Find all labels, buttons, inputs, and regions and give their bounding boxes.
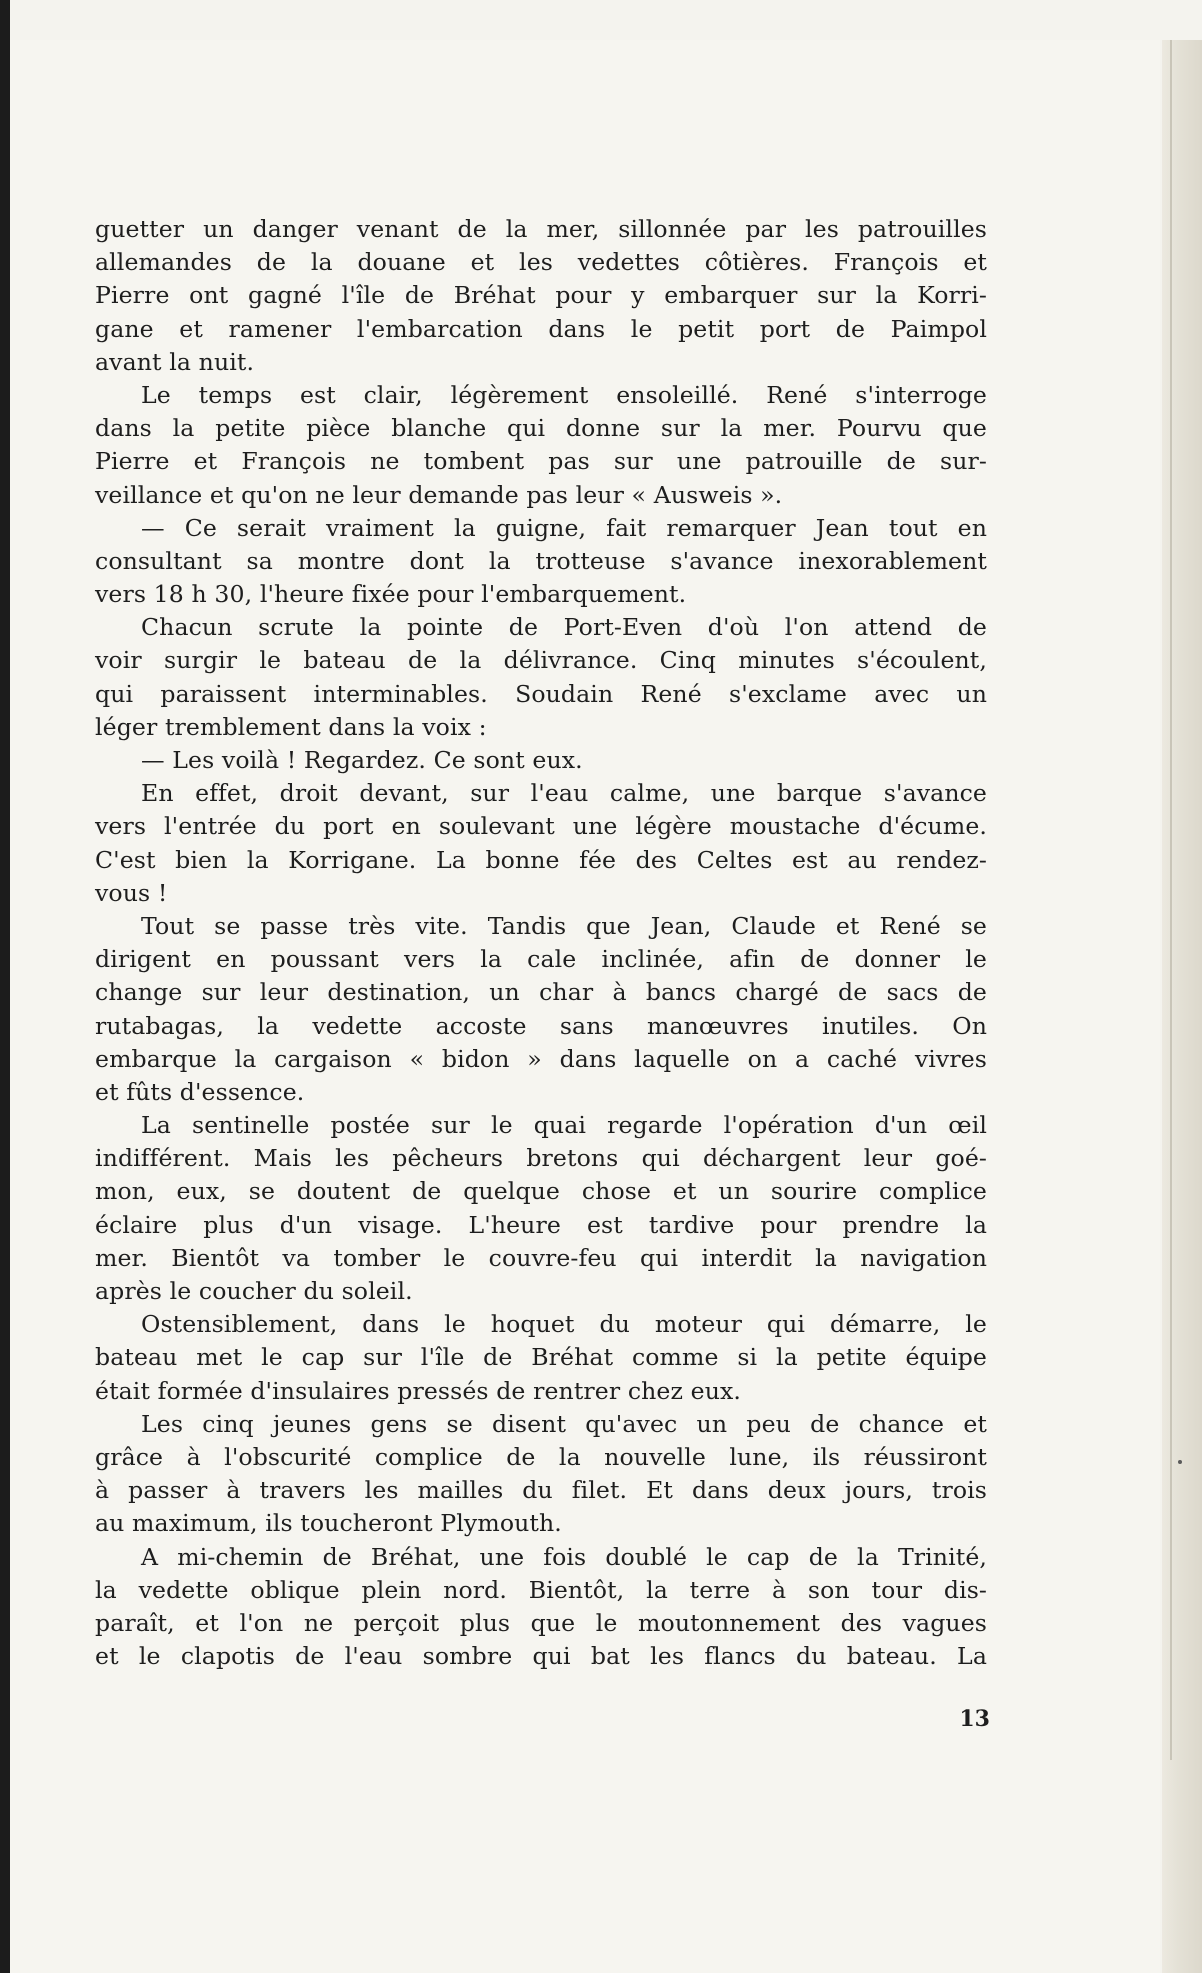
text-line: Chacun scrute la pointe de Port-Even d'où l'on attend de [141, 613, 987, 642]
text-line: mon, eux, se doutent de quelque chose et un sourire complice [95, 1177, 987, 1206]
page-stack-edge [1162, 40, 1202, 1973]
binding-edge [0, 0, 10, 1973]
text-line: consultant sa montre dont la trotteuse s'avance inexorablement [95, 546, 987, 575]
text-line: dans la petite pièce blanche qui donne sur la mer. Pourvu que [95, 414, 987, 443]
scan-speck [1178, 1460, 1182, 1464]
text-line: était formée d'insulaires pressés de rentrer chez eux. [95, 1376, 741, 1405]
text-line: qui paraissent interminables. Soudain René s'exclame avec un [95, 679, 987, 708]
text-line: La sentinelle postée sur le quai regarde l'opération d'un œil [141, 1111, 987, 1140]
text-line: change sur leur destination, un char à bancs chargé de sacs de [95, 978, 987, 1007]
text-line: A mi-chemin de Bréhat, une fois doublé le cap de la Trinité, [141, 1542, 987, 1571]
text-line: paraît, et l'on ne perçoit plus que le moutonnement des vagues [95, 1608, 987, 1637]
text-line: guetter un danger venant de la mer, sillonnée par les patrouilles [95, 215, 987, 243]
text-line: gane et ramener l'embarcation dans le petit port de Paimpol [95, 314, 987, 343]
text-line: la vedette oblique plein nord. Bientôt, la terre à son tour dis- [95, 1575, 987, 1604]
text-line: au maximum, ils toucheront Plymouth. [95, 1509, 562, 1538]
text-line: à passer à travers les mailles du filet. Et dans deux jours, trois [95, 1476, 987, 1505]
text-line: éclaire plus d'un visage. L'heure est tardive pour prendre la [95, 1210, 987, 1239]
text-line: veillance et qu'on ne leur demande pas leur « Ausweis ». [95, 480, 783, 509]
text-line: voir surgir le bateau de la délivrance. Cinq minutes s'écoulent, [95, 646, 987, 675]
text-line: rutabagas, la vedette accoste sans manœuvres inutiles. On [95, 1011, 987, 1040]
text-line: Pierre et François ne tombent pas sur une patrouille de sur- [95, 447, 987, 476]
text-line: grâce à l'obscurité complice de la nouvelle lune, ils réussiront [95, 1442, 987, 1471]
text-line: Pierre ont gagné l'île de Bréhat pour y embarquer sur la Korri- [95, 281, 987, 310]
text-line: — Les voilà ! Regardez. Ce sont eux. [141, 746, 583, 774]
text-line: vers 18 h 30, l'heure fixée pour l'embarquement. [95, 580, 687, 609]
text-line: En effet, droit devant, sur l'eau calme, une barque s'avance [141, 779, 987, 808]
text-line: après le coucher du soleil. [95, 1277, 413, 1305]
text-line: et fûts d'essence. [95, 1077, 305, 1106]
text-line: embarque la cargaison « bidon » dans laquelle on a caché vivres [95, 1044, 987, 1073]
text-line: indifférent. Mais les pêcheurs bretons qui déchargent leur goé- [95, 1144, 987, 1173]
text-line: léger tremblement dans la voix : [95, 712, 487, 741]
text-line: vous ! [95, 878, 168, 907]
page-number: 13 [959, 1706, 990, 1732]
text-line: mer. Bientôt va tomber le couvre-feu qui interdit la navigation [95, 1243, 987, 1272]
text-line: vers l'entrée du port en soulevant une légère moustache d'écume. [95, 812, 987, 841]
text-line: C'est bien la Korrigane. La bonne fée des Celtes est au rendez- [95, 845, 987, 874]
text-line: allemandes de la douane et les vedettes côtières. François et [95, 248, 987, 277]
text-line: dirigent en poussant vers la cale inclinée, afin de donner le [95, 945, 987, 974]
text-line: Les cinq jeunes gens se disent qu'avec un peu de chance et [141, 1409, 987, 1438]
text-line: Ostensiblement, dans le hoquet du moteur qui démarre, le [141, 1310, 987, 1339]
text-line: Le temps est clair, légèrement ensoleillé. René s'interroge [141, 380, 987, 409]
text-line: et le clapotis de l'eau sombre qui bat les flancs du bateau. La [95, 1642, 987, 1671]
text-line: — Ce serait vraiment la guigne, fait remarquer Jean tout en [141, 513, 987, 542]
page-body-text [95, 213, 987, 1673]
text-line: Tout se passe très vite. Tandis que Jean, Claude et René se [141, 911, 987, 940]
text-line: avant la nuit. [95, 347, 255, 376]
text-line: bateau met le cap sur l'île de Bréhat comme si la petite équipe [95, 1343, 987, 1372]
page-edge-line [1170, 40, 1172, 1760]
